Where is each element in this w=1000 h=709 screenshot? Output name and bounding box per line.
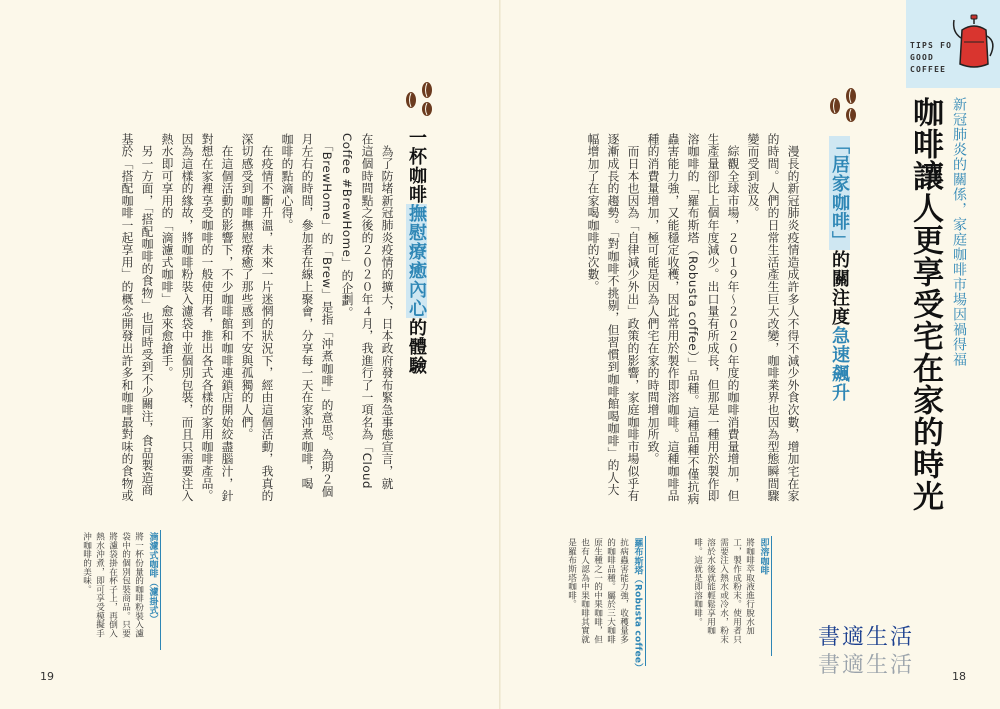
body-text-line: 月左右的時間，參加者在線上聚會，分享每一天在家沖煮咖啡，喝 <box>300 133 314 490</box>
body-text-line: 在這個時間點之後的２０２０年４月，我進行了一項名為「Cloud <box>360 133 374 489</box>
sidebar-rule <box>645 536 646 666</box>
sidebar-text-line: 將咖啡萃取液進行脫水加 <box>744 538 755 635</box>
sidebar-text-line: 熱水沖煮，即可享受模擬手 <box>94 532 105 638</box>
body-text-line: 因為這樣的緣故，將咖啡粉裝入濾袋中並個別包裝，而且只需要注入 <box>180 133 194 502</box>
sidebar-text-line: 溶於水後就能輕鬆享用咖 <box>705 538 716 635</box>
body-text-line: 種的消費量增加，極可能是因為人們宅在家的時間增加所致。 <box>646 133 660 466</box>
sidebar-text-line: 原生種之一的中果咖啡，但 <box>592 538 603 644</box>
body-text-line: 深切感受到咖啡撫慰療癒了那些感到不安與孤獨的人們。 <box>240 133 254 441</box>
heading-text: 一杯咖啡 <box>406 128 427 204</box>
page-gutter <box>499 0 501 709</box>
body-text-line: 基於「搭配咖啡一起享用」的概念開發出許多和咖啡最對味的食物或 <box>120 133 134 502</box>
sidebar-text-line: 需要注入熱水或冷水，粉末 <box>718 538 729 644</box>
tips-line-2: GOOD <box>910 53 935 62</box>
sidebar-text-line: 也有人認為中果咖啡其實就 <box>579 538 590 644</box>
tips-line-1: TIPS FO <box>910 41 953 50</box>
sidebar-text-line: 將濾袋掛在杯子上，再倒入 <box>107 532 118 638</box>
body-text-line: 另一方面，「搭配咖啡的食物」也同時受到不少關注，食品製造商 <box>140 133 154 497</box>
body-text-line: 漫長的新冠肺炎疫情造成許多人不得不減少外食次數，增加宅在家 <box>786 133 800 502</box>
sidebar-text-line: 啡。這就是即溶咖啡。 <box>692 538 703 626</box>
sidebar-text-line: 抗病蟲害能力強，收穫量多 <box>618 538 629 644</box>
sidebar-rule <box>771 536 772 656</box>
heading-highlight: 急速飆升 <box>829 326 850 402</box>
sidebar-title: 即溶咖啡 <box>758 538 769 575</box>
section-heading-left <box>403 128 429 375</box>
heading-highlight: 「居家咖啡」 <box>829 136 850 250</box>
body-text-line: 在疫情不斷升溫，未來一片迷惘的狀況下，經由這個活動，我真的 <box>260 133 274 502</box>
body-text-line: 幅增加了在家喝咖啡的次數。 <box>586 133 600 293</box>
heading-highlight: 撫慰療癒內心 <box>406 204 427 318</box>
page-subtitle: 新冠肺炎的關係，家庭咖啡市場因禍得福 <box>951 97 967 367</box>
sidebar-title: 羅布斯塔（Robusta coffee） <box>632 538 643 673</box>
sidebar-text-line: 工，製作成粉末。使用者只 <box>731 538 742 644</box>
sidebar-text-line: 沖咖啡的美味。 <box>81 532 92 594</box>
page-number-left: 19 <box>40 670 54 683</box>
publisher-logo: 書適生活 <box>818 625 915 650</box>
body-text-line: 熱水即可享用的「滴濾式咖啡」愈來愈搶手。 <box>160 133 174 379</box>
body-text-line: 變而受到波及。 <box>746 133 760 220</box>
body-text-line: 蟲害能力強，又能穩定收穫，因此常用於製作即溶咖啡。這種咖啡品 <box>666 133 680 502</box>
coffee-bean-icon <box>402 78 438 118</box>
body-text-line: 的時間。人們的日常生活產生巨大改變，咖啡業界也因為型態瞬間驟 <box>766 133 780 502</box>
body-text-line: 對想在家裡享受咖啡的一般使用者，推出各式各樣的家用咖啡產品。 <box>200 133 214 502</box>
body-text-line: 溶咖啡的「羅布斯塔（Robusta coffee）」品種。這種品種不僅抗病 <box>686 133 700 506</box>
body-text-line: Coffee #BrewHome」的企劃。 <box>340 133 354 319</box>
tips-line-3: COFFEE <box>910 65 947 74</box>
publisher-logo-shadow: 書適生活 <box>818 653 915 678</box>
body-text-line: 而日本也因為「自律減少外出」政策的影響，家庭咖啡市場似乎有 <box>626 133 640 502</box>
sidebar-text-line: 將一杯份量的咖啡粉裝入濾 <box>133 532 144 638</box>
sidebar-text-line: 的咖啡品種。屬於三大咖啡 <box>605 538 616 644</box>
body-text-line: 咖啡的點滴心得。 <box>280 133 294 232</box>
body-text-line: 「BrewHome」的「Brew」是指「沖煮咖啡」的意思。為期２個 <box>320 133 334 498</box>
coffee-bean-icon <box>826 84 862 124</box>
page-title: 咖啡讓人更享受宅在家的時光 <box>907 96 943 512</box>
teapot-icon <box>950 12 998 76</box>
body-text-line: 為了防堵新冠肺炎疫情的擴大，日本政府發布緊急事態宣言，就 <box>380 133 394 490</box>
body-text-line: 逐漸成長的趨勢。「對咖啡不挑剔，但習慣到咖啡館喝咖啡」的人大 <box>606 133 620 497</box>
heading-text: 的關注度 <box>829 250 850 326</box>
page-number-right: 18 <box>952 670 966 683</box>
sidebar-text-line: 是羅布斯塔咖啡。 <box>566 538 577 609</box>
tips-label <box>910 40 952 76</box>
section-heading-right <box>826 136 852 402</box>
sidebar-text-line: 袋中的個別包裝商品。只要 <box>120 532 131 638</box>
body-text-line: 綜觀全球市場，２０１９年～２０２０年度的咖啡消費量增加，但 <box>726 133 740 502</box>
sidebar-title: 滴濾式咖啡（濾掛式） <box>147 532 158 624</box>
heading-text: 的體驗 <box>406 318 427 375</box>
body-text-line: 在這個活動的影響下，不少咖啡館和咖啡連鎖店開始絞盡腦汁，針 <box>220 133 234 502</box>
sidebar-rule <box>160 530 161 650</box>
body-text-line: 生產量卻比上個年度減少。出口量有所成長，但那是一種用於製作即 <box>706 133 720 502</box>
